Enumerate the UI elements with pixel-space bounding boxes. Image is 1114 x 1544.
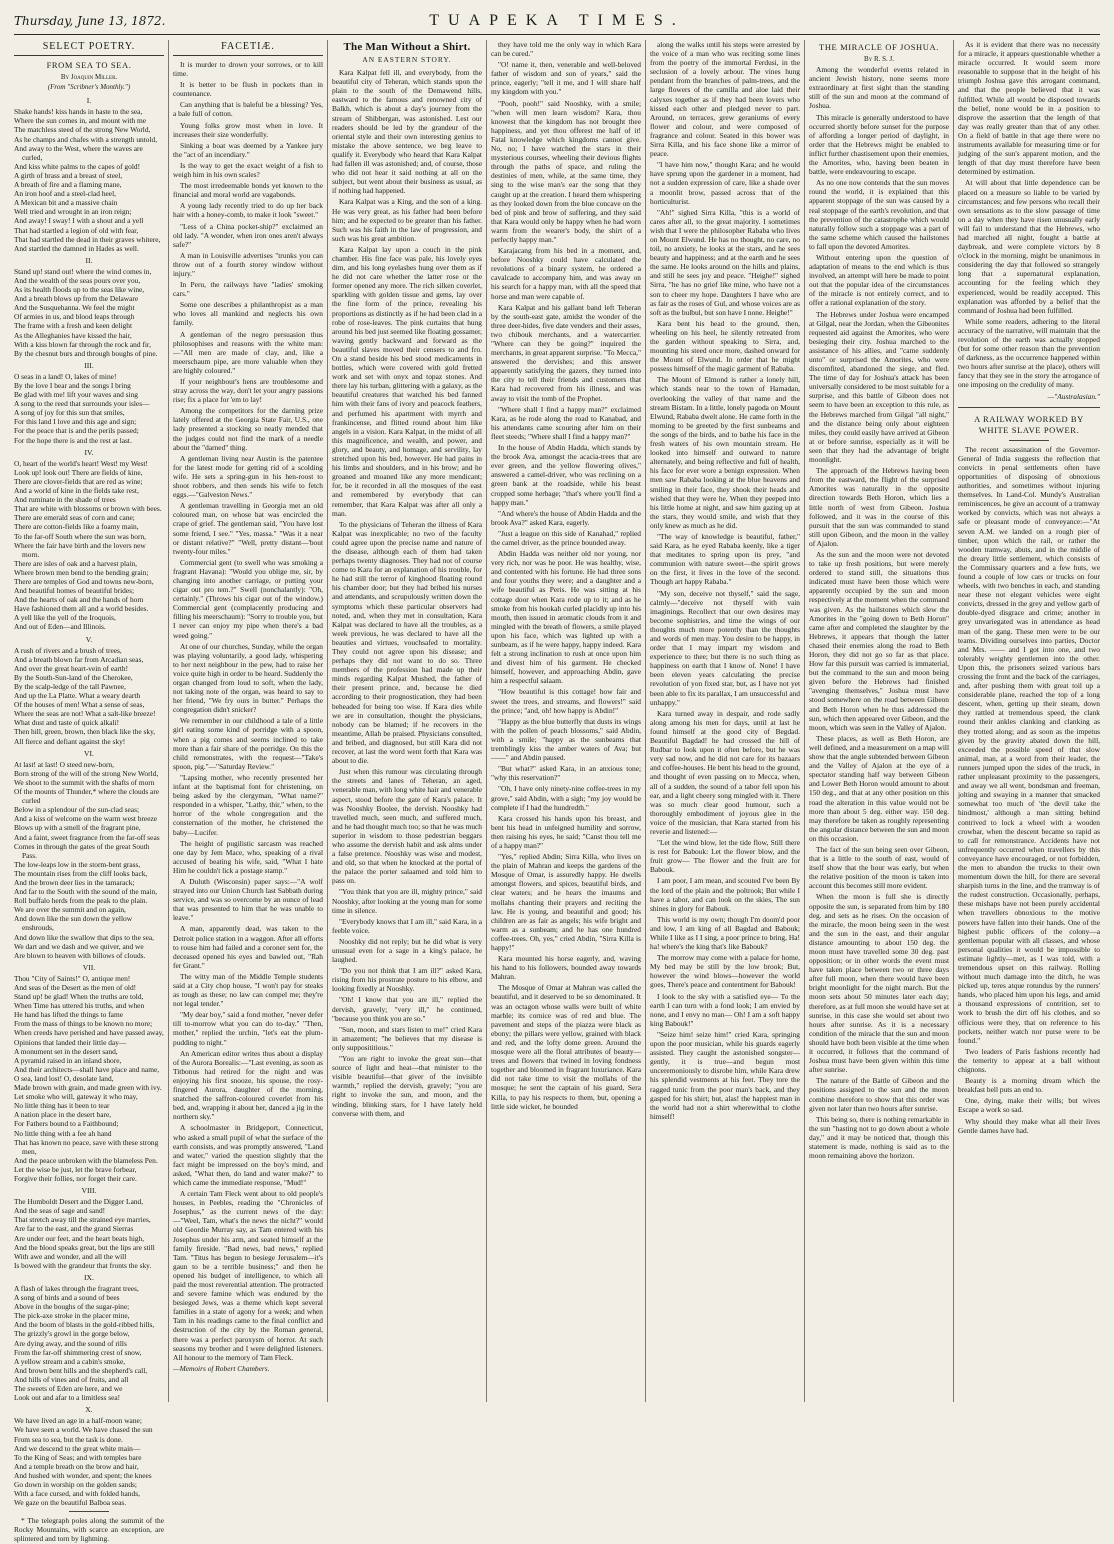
poem-line: Opinions that landed their little day—: [14, 1037, 127, 1047]
poem-line: Where brown men bend to the bending grain;: [14, 567, 149, 577]
facetiae-credit: —Memoirs of Robert Chambers.: [173, 1363, 270, 1373]
poem-line: And ruminate in the shade of trees: [14, 495, 116, 505]
poem-line: The pick-axe stroke in the placer mine,: [14, 1311, 130, 1321]
facetiae-paragraph: We remember in our childhood a tale of a little girl eating some kind of porridge with a spoon, when a pig comes and seems inclined to take more than a fair share of the porridge. On this the child remonstrates, with the request—"Take's spoon, pig."—"Saturday Review.": [173, 716, 323, 771]
poem-line: We shoot to the summit with the shafts of morn: [14, 777, 155, 787]
poem-line: The matchless steed of the strong New World,: [14, 125, 151, 135]
poem-line: At last! at last! O steed new-born,: [14, 759, 114, 769]
facetiae-paragraph: A Duluth (Wisconsin) paper says:—"A wolf strayed into our Union Church last Sabbath during service, and was so overcome by an ounce of lead that was presented to him that he was unable to leave.": [173, 876, 323, 923]
column-railway: [958, 40, 1100, 1402]
poem-line: Blows up with a smell of the fragrant pine,: [14, 823, 141, 833]
story-paragraph: "Yes," replied Abdin; Sirra Killa, who lives on the plain of Mahran and keeps the gardens of the Mosque of Omar, is assuredly happy. He dwells amongst flowers, and spices, beautiful birds, and clear waters; and he hears the imaums and mollahs chanting their prayers and reciting the law. He is young, and beautiful and good; his children are as fair as angels; his wife bright and warm as a sunbeam; and he has one hundred coffee-trees. Oh, yes," cried Abdin, "Sirra Killa is happy!": [491, 852, 641, 952]
story-paragraph: Karajacang from his bed in a moment, and, before Nooshky could have calculated the revolutions of a binary system, he ordered a cavalcade to accompany him, and was away on his search for a happy man, with all the speed that horse and man were capable of.: [491, 246, 641, 301]
article-paragraph: As the sun and the moon were not devoted to take up fresh positions, but were merely ordered to stand still, the situations thus indicated must have been those which were apparently occupied by the sun and moon respectively at the moment when the command was given. As the hailstones which slew the Amorites in the "going down to Beth Horon" came after and completed the slaughter by the Hebrews, it appears that though the latter chased their enemies along the road to Beth Horon, they did not go so far as that place. How far this pursuit was carried is immaterial, but the command to the sun and moon being given before the Hebrews had finished "avenging themselves," Joshua must have stood somewhere on the road between Gibeon and Beth Horon when he thus addressed the sun, which then appeared over Gibeon, and the moon, which was seen in the Valley of Ajalon.: [809, 549, 949, 732]
story-paragraph: "Just a league on this side of Kanahad," replied the camel driver, as the prince bounded away.: [491, 528, 641, 547]
poem-line: An iron hoof and a steel-clad heel,: [14, 189, 116, 199]
poem-line: Of armies in us, and blood leaps through: [14, 312, 135, 322]
poem-line: By the love I bear and the songs I bring: [14, 381, 131, 390]
poem-line: Are under our feet, and the heart beats high,: [14, 1233, 145, 1243]
story-paragraph: Kara crossed his hands upon his breast, and bent his head in unfeigned humility and sorrow, then raising his eyes, he said; "Canst thou tell me of a happy man?": [491, 813, 641, 850]
story-paragraph: they have told me the only way in which Kara can be cured.": [491, 40, 641, 59]
column-rule: [168, 40, 169, 1402]
poem-title: FROM SEA TO SEA.: [46, 60, 132, 70]
stanza: [14, 372, 164, 445]
poem-line: Thou "City of Saints!" O, antique men!: [14, 973, 131, 983]
facetiae-paragraph: Some one describes a philanthropist as a man who loves all mankind and neglects his own family.: [173, 300, 323, 328]
column-story-end: [650, 40, 800, 1402]
article-paragraphs: [958, 445, 1100, 1135]
poem-line: From the far-off shimmering crest of snow,: [14, 1347, 142, 1357]
poem-stanzas: [14, 96, 164, 1507]
poem-line: A flash of lakes through the fragrant trees,: [14, 1284, 139, 1293]
facetiae-paragraph: If your neighbour's hens are troublesome and stray across the way, don't let your angry passions rise; fix a place for 'em to lay!: [173, 377, 323, 405]
poem-line: And we descend to the great white main—: [14, 1443, 141, 1453]
column-rule: [327, 40, 328, 1402]
story-paragraph: Kara Kalpat was a King, and the son of a king. He was very great, as his father had been before him; and he expected to be greater than his father. Such was his faith in the law of progression, and such was his great ambition.: [332, 197, 482, 243]
section-heading-poetry: SELECT POETRY.: [14, 40, 164, 56]
article-paragraph: The approach of the Hebrews having been from the eastward, the flight of the surprised Amorites was naturally in the opposite direction towards Beth Horon, which lies a little north of west from Gibeon. Joshua followed, and it was in the course of this pursuit that the sun was commanded to stand still upon Gibeon, and the moon in the valley of Ajalon.: [809, 466, 949, 548]
poem-line: Look up! look out! There are fields of kine,: [14, 467, 143, 477]
poem-line: A song to the reed that surrounds your isles—: [14, 399, 150, 409]
newspaper-title: TUAPEKA TIMES.: [429, 12, 685, 29]
poem-line: And the peace unbroken with the blameless Pen.: [14, 1155, 158, 1165]
story-paragraph: The Mount of Elmond is rather a lonely hill, which stands near to the town of Hamadan, overlooking the valley of that name and the stream Bistam. In a little, lonely pagoda on Mount Elwund, Rababa dwelt alone. He came forth in the morning to be greeted by the first sunbeams and the songs of the birds, and to bathe his face in the fresh waters of his own mountain stream. He looked into himself and outward to nature alternately, and being reflective and full of health, his face for ever wore a benign expression. When men saw Rababa looking at the blue heavens and smiling in their face, they shook their heads and wished that they were he. When they peeped into his little home at night, and saw him gazing up at the stars, they would smile, and wish that they only knew as much as he did.: [650, 375, 800, 530]
story-paragraph: Just when this rumour was circulating through the streets and lanes of Teheran, an aged, venerable man, with long white hair and venerable aspect, stood before the gate of Kara's palace. It was Nooshky Boolee, the dervish. Nooshky had travelled much, seen much, and suffered much, and he had thought much too; so that he was much superior in wisdom to those pedestrian beggars who assume the dervish habit and ask alms under a false pretence. Nooshky was wise and modest, and old, so that when he knocked at the portal of the palace the porter salaamed and told him to pass on.: [332, 767, 482, 886]
issue-date: Thursday, June 13, 1872.: [14, 14, 166, 28]
story-paragraph: "And where's the house of Abdin Hadda and the brook Ava?" asked Kara, eagerly.: [491, 508, 641, 527]
stanza-number: VIII.: [81, 1186, 97, 1196]
story-paragraph: "How beautiful is this cottage! how fair and sweet the trees, and streams, and flowers!" said the prince; "and, oh! how happy is Abdin!": [491, 687, 641, 715]
poem-line: For this land I love and this age and sign;: [14, 417, 137, 427]
stanza-number: IV.: [84, 447, 94, 457]
article-paragraph: Two leaders of Paris fashions recently had the temerity to appear at a ball without chignons.: [958, 1046, 1100, 1075]
poem-line: That had startled a legion of old with fear,: [14, 225, 139, 235]
column-facetiae: [173, 40, 323, 1402]
facetiae-paragraph: An American editor writes thus about a display of the Aurora Borealis:—"Last evening, as soon as Titbonus had retired for the night and was enjoying his first snooze, his spouse, the rosy-fingered Aurora, daughter of the morning, snatched the saffron-coloured coverlet from his bed, and, wrapping it about her, danced a jig in the northern sky.": [173, 1048, 323, 1122]
story-paragraph: Abdin Hadda was neither old nor young, nor very rich, nor was he poor. He was healthy, wise, and contented with his fortune. He had three sons and four youths they were; and a daughter and a wife beautiful as Peris. He was sitting at his cottage door when Kara rode up to it; and as he smoke from his hookah curled placidly up into his mouth, then issued in aromatic clouds from it and mingled with the breath of flowers, a smile played upon his face, which was lighted up with a sunbeam, as if he were happy, happy indeed. Kara felt a strong inclination to rush at once upon him and divest him of his garment. He checked himself, however, and approaching Abdin, gave him a respectful salaam.: [491, 549, 641, 686]
article-paragraphs: [809, 65, 949, 1160]
poem-line: We dart and we dash and we quiver, and we: [14, 941, 144, 951]
poem-line: With a kiss blown far through the rock and fir,: [14, 339, 151, 349]
poem-line: And down like the sun down the yellow enshrouds,: [14, 914, 133, 933]
facetiae-paragraph: At one of our churches, Sunday, while the organ was playing voluntarily, a good lady, whispering to her next neighbour in the pew, had to raise her voice quite high in order to be heard. Suddenly the organ changed from loud to soft, when the lady, not taking note of the organ, was heard to say to her friend, "We fry ours in butter." Perhaps the congregation didn't snicker?: [173, 641, 323, 715]
poem-line: We have seen a world. We have chased the sun: [14, 1425, 153, 1435]
facetiae-paragraph: "Less of a China pocket-ship?" exclaimed an old lady. "A wonder, when iron ones aren't always safe?": [173, 221, 323, 249]
stanza-number: II.: [85, 255, 93, 265]
poem-line: As the Alleghanies have kissed the hair,: [14, 330, 132, 340]
poem-line: The Humboldt Desert and the Digger Land,: [14, 1197, 144, 1207]
article-paragraph: The fact of the sun being seen over Gibeon, that is a little to the south of east, would of itself show that the hour was early, but when the relative position of the moon is taken into account this becomes still more evident.: [809, 844, 949, 891]
story-paragraph: "I have him now," thought Kara; and he would have sprung upon the gardener in a moment, had not a sudden expression of care, like a shade over a moonlit brow, passed across that of the horticulturist.: [650, 160, 800, 206]
story-paragraph: "Seize him! seize him!" cried Kara, springing upon the poor musician, while his guards eagerly assisted. They caught the astonished songster—gently, it is true—and begun most unceremoniously to disrobe him, while Kara drew his splendid vestments at his feet. They tore the ragged tunic from the poor man's back, and they gasped for his shirt; but, alas! the happiest man in the world had not a shirt wherewithal to clothe himself!: [650, 1029, 800, 1121]
story-paragraph: Kara Kalpat lay upon a couch in the pink chamber. His fine face was pale, his lovely eyes dim, and his long eyelashes hung over them as if he did not care whether the latter rose or the former opened any more. The rich silken coverlet, sparkling with golden tissue and gems, lay over the fine form of the prince, revealing his proportions as distinctly as if he had been clad in a robe of rose-leaves. The pink curtains that hung around his bed just seemed like floating gossamer, waving gently backward and forward as the beautiful slaves moved their censers to and fro. On a stand beside his bed stood medicaments in bottles, which were covered with gold fretted work and set with onyx and topaz stones. And there lay his turban, glittering with a galaxy, as the beautiful creatures that watched his bed fanned him with their fans of ivory and peacock feathers, and perfumed his apartment with myrrh and frankincense, and flitted round about him like angels in a vision. Kara Kalpat, in the midst of all this magnificence, and wealth, and power, and glory, and beauty, and homage, and servility, lay stretched upon his bed, however. He had pains in his limbs and shoulders, and in his brow; and he groaned and moaned like any more mendicant; for, be it recorded in all the mosques of the east and remembered by everybody that can remember, that Kara Kalpat was after all only a man.: [332, 244, 482, 518]
poem-line: And a temple breath on the brow and hair,: [14, 1461, 139, 1471]
article-paragraph: This being so, there is nothing remarkable in the sun "hasting not to go down about a whole day," and it may be noticed that, though this statement is made, nothing is said as to the moon remaining above the horizon.: [809, 1114, 949, 1161]
story-paragraph: "Pooh, pooh!" said Nooshky, with a smile; "when will men learn wisdom? Kara, thou knowest that the kingdom has not brought thee happiness, and yet thou offerest me half of it! Fatal knowledge which kingdoms cannot give. No, no; I have watched the stars in their mysterious courses, wheeling their devious flights through the paths of space, and ruling the destinies of men, while, at the same time, they sing to the wise man's ear the song that they caught up at the creation. I heard them whispering as they looked down from the blue concave on the bed of pink and brow of suffering, and they said that Kara would only be happy when he had worn warm from the wearer's body, the shirt of a perfectly happy man.": [491, 98, 641, 244]
article-paragraph: This miracle is generally understood to have occurred shortly before sunset for the purpose of affording a longer period of daylight, in order that the Hebrews might be enabled to inflict further chastisement upon their enemies, the Amorites, who, having been beaten in battle, were endeavouring to escape.: [809, 112, 949, 177]
poem-line: From sea to sea, but the task is done.: [14, 1434, 123, 1444]
article-paragraph: At will about that little dependence can be placed on a measure so liable to be varied by circumstances; and few persons who recall their own sensations as to the slow passage of time on a day when they have risen unusually early will fail to understand that the Hebrews, who had marched all night, fought a battle at daybreak, and were complete victors by 8 o'clock in the morning, might be unanimous in considering the day that followed so strangely long that a supernatural explanation, accounting for the feeling which they experienced, would be readily accepted. This explanation was afforded by a belief that the command of Joshua had been fulfilled.: [958, 178, 1101, 315]
poem-line: And up the La Platte. What a weary dearth: [14, 691, 141, 701]
article-paragraph: As no one now contends that the sun moves round the world, it is explained that this apparent stoppage of the sun was caused by a real stoppage of the earth's revolution, and that the prevention of the catastrophe which would naturally follow such a stoppage was a part of the same scheme which caused the hailstones to fall upon the devoted Amorites.: [809, 178, 949, 251]
column-rule: [804, 40, 805, 1402]
story-paragraph: In the house of Abdin Hadda, which stands by the brook Ava, amongst the acacia-trees that are ever green, and the yellow flowering olives," answered a camel-driver, who was reclining on a green bank at the roadside, while his beast cropped some herbage; "that's where you'll find a happy man.": [491, 443, 641, 507]
poem-line: That stretch away till the strained eye marries,: [14, 1215, 151, 1225]
poem-line: And away! I sway! I with a shout and a yell: [14, 216, 144, 226]
poem-line: Are dying away, and the sound of rills: [14, 1338, 127, 1348]
article-title: A RAILWAY WORKED BY WHITE SLAVE POWER.: [974, 413, 1084, 435]
article-paragraph: Among the wonderful events related in ancient Jewish history, none seems more extraordinary at first sight than the standing still of the sun and moon at the command of Joshua.: [809, 65, 949, 111]
poem-line: There are temples of God and towns new-born,: [14, 576, 154, 586]
story-paragraph: "Where shall I find a happy man?" exclaimed Kara, as he rode along the road to Kanabad, and his attendants came scouring after him on their fleet steeds; "Where shall I find a happy man?": [491, 404, 641, 441]
poem-line: As its health floods up to the seas like wine,: [14, 285, 145, 295]
story-title: The Man Without a Shirt.: [343, 41, 471, 53]
article-credit: —"Australasian.": [1047, 391, 1100, 401]
poem-line: That had startled the dead in their graves whitere,: [14, 234, 161, 244]
poem-line: And the wealth of the seas pours over you,: [14, 275, 141, 285]
poem-line: By the chesnut burs and through boughs of pine.: [14, 348, 158, 358]
poem-line: And over the great heart-vein of earth!: [14, 663, 129, 673]
poem-line: As he champs and chafes with a strength untold,: [14, 134, 158, 144]
article-paragraph: Beauty is a morning dream which the breakfast bell puts an end to.: [958, 1076, 1100, 1095]
poem-line: No little thing with a fee ah hand: [14, 1128, 112, 1138]
poem-line: Where the seas are not! What a salt-like breeze!: [14, 709, 156, 719]
poem-line: And the boom of blasts in the gold-ribbed hills,: [14, 1320, 155, 1330]
poem-line: And the seas of sage and sand!: [14, 1206, 106, 1216]
article-paragraph: While some readers, adhering to the literal accuracy of the narrative, will maintain that the revolution of the earth was actually stopped (but for some other reason than the prevention of darkness, as the occurrence happened within two hours after sunrise at the place), others will fancy that they see in the story the arrogance of one imposing on the credulity of many.: [958, 316, 1100, 390]
story-paragraph: "Let the wind blow, let the tide flow, Still there is rest for Babouk: Let the flower blow, and the fruit grow— The flower and the fruit are for Babouk.: [650, 838, 800, 875]
facetiae-paragraph: Is the way to get the exact weight of a fish to weigh him in his own scales?: [173, 160, 323, 180]
facetiae-paragraph: Among the competitors for the darning prize lately offered at the Georgia State Fair, U.S., one lady presented a stocking so neatly mended that the judges could not find the mark of a needle about the "darned" thing.: [173, 406, 323, 452]
poem-line: And the blood speaks great, but the lips are still: [14, 1242, 155, 1252]
column-poetry: [14, 40, 164, 1544]
stanza-number: VII.: [82, 962, 96, 972]
poem-line: O, heart of the world's heart! West! my West!: [14, 458, 148, 468]
facetiae-paragraph: The height of pugilistic sarcasm was reached one day by Jem Mace, who, speaking of a rival accused of beating his wife, said, "What I hate Him he couldn't lick a postage stamp.": [173, 838, 323, 875]
stanza: [14, 974, 164, 1183]
poem-line: Made brown with grain, and made green with ivy.: [14, 1083, 162, 1093]
facetiae-paragraph: A schoolmaster in Bridgeport, Connecticut, who asked a small pupil of what the surface of the earth consists, and was promptly answered, "Land and water," varied the question slightly that the fact might be impressed on the boy's mind, and asked, "What then, do land and water make?" to which came the immediate response, "Mud!": [173, 1123, 323, 1187]
poem-line: And far to the South with the sound of the main,: [14, 887, 158, 897]
poem-line: Go down in worship on the golden sands;: [14, 1479, 137, 1489]
story-paragraph: Kara turned away in despair, and rode sadly along among his men for days, until at last he found himself at the good city of Begdad. Beautiful Bagdad! he had crossed the hill of Rudbar to look upon it often before, but he was very sad now, and he did not care for its bazaars and coffee-houses. He bent his head to the ground, and thought of even passing on to Mecca, when, all of a sudden, the sound of a tabor fell upon his ear, and a light cheery song mingled with it. There was so much clear good humour, such a thoroughly embodiment of joyous glee in the voice of the musician, that Kara started from his reverie and listened:—: [650, 708, 800, 836]
poem-line: Is bowed with the grandeur that fronts the sky.: [14, 1260, 152, 1270]
story-paragraph: Kara mounted his horse eagerly, and, waving his hand to his followers, bounded away towards Mahran.: [491, 954, 641, 982]
poem-line: Of the houses of men! What a sense of seas,: [14, 700, 145, 710]
page-columns: [14, 40, 1101, 1544]
poem-line: By the scalp-ledge of the tall Pawnee,: [14, 682, 126, 691]
facetiae-paragraph: The witty man of the Middle Temple students said at a City chop house, "I won't pay for steaks as tough as these; no law can compel me; they're not legal tender.": [173, 971, 323, 1009]
story-paragraph: "Everybody knows that I am ill," said Kara, in a feeble voice.: [332, 916, 482, 935]
facetiae-paragraph: A young lady recently tried to do up her back hair with a honey-comb, to make it look "sweet.": [173, 201, 323, 220]
story-paragraph: along the walks until his steps were arrested by the voice of a man who was reciting some lines from the poetry of the immortal Ferdusi, in the seclusion of a lovely arbour. The vines hung pendant from the branches of palm-trees, and the large flowers of the camilla and aloe laid their calyxes together as if they had been lovers who kissed each other and pledged never to part. Around, on terraces, grew geraniums of every flower and colour, and were composed of fragrance and colour. Seated in this bower was Sirra Killa, and his face shone like a mirror of peace.: [650, 40, 800, 159]
facetiae-paragraph: A gentleman of the negro persuasion thus philosophises and reasons with the white man:—"All men are made of clay, and, like a meerschaum pipe, are more valuable when they are highly coloured.": [173, 329, 323, 375]
facetiae-paragraph: A gentleman living near Austin is the patentee for the latest mode for getting rid of a scolding wife. He sets a spring-gun in his hen-roost to shoot robbers, and then sends his wife to fetch eggs.—"Galveston News.": [173, 453, 323, 500]
poem-line: Be glad with me! lift your waves and sing: [14, 390, 138, 400]
story-paragraph: I am poor, I am mean, and scouted I've been By the lord of the plain and the poltrook; But while I have a tabor, and can look on the skies, The sun shines in glory for Babouk.: [650, 876, 800, 913]
poem-line: And brown bent hills and the shepherd's call,: [14, 1365, 148, 1375]
column-story-continued: [491, 40, 641, 1402]
stanza-number: VI.: [84, 748, 94, 758]
stanza: [14, 459, 164, 632]
poem-line: For the peace that is and the perils passed;: [14, 426, 139, 436]
divider: [69, 1511, 109, 1512]
poem-line: Stand up! be glad! When the truths are told,: [14, 992, 144, 1002]
story-paragraph: This world is my own; though I'm doom'd poor and low, I am king of all Bagdad and Babouk; While I like as I I sing, a poor prince to bring, Ha! ha! where's the king that's like Babouk?: [650, 914, 800, 952]
poem-footnote: * The telegraph poles along the summit of the Rocky Mountains, with scarce an exception, are splintered and torn by lightning.: [14, 1516, 164, 1544]
poem-line: And hushed with wonder, and spent; the knees: [14, 1470, 152, 1480]
poem-line: And seas of the Desert as the men of old!: [14, 983, 137, 992]
poem-line: We are over the summit and on again,: [14, 905, 126, 915]
poem-line: For the hope there is and the rest at last.: [14, 435, 132, 445]
story-paragraphs: [491, 40, 641, 1111]
poem-line: And away to the West, where the waves are curled,: [14, 143, 143, 162]
poem-line: And kiss white palms to the capes of gold!: [14, 161, 141, 171]
poem-line: All fierce and defiant against the sky!: [14, 736, 126, 746]
column-rule: [645, 40, 646, 1402]
story-subtitle: AN EASTERN STORY.: [362, 55, 452, 64]
story-paragraph: Kara Kalpat and his gallant band left Teheran by the south-east gate, amidst the wonder of the three deer-hides, five date venders and their asses, two chibouk merchants, and a watercarrier. "Where can they be going?" inquired the merchants, in great apparent surprise. "To Mecca," answered the dervishes; and this answer apparently satisfying the gazers, they turned into the city to tell their friends and customers that Kara had recovered from his illness, and was away to visit the tomb of the Prophet.: [491, 302, 641, 403]
story-paragraph: "But what?" asked Kara, in an anxious tone; "why this reservation?": [491, 764, 641, 783]
poem-line: And a breath blows up from the Delaware: [14, 294, 139, 304]
poem-line: He hand has lifted the things to fame: [14, 1010, 123, 1020]
poem-line: Of the mounts of Thunder,* where the clouds are curled: [14, 787, 160, 806]
stanza: [14, 1416, 164, 1507]
stanza: [14, 1197, 164, 1270]
facetiae-paragraph: In Peru, the railways have "ladies' smoking cars.": [173, 280, 323, 299]
article-paragraph: One, dying, make their wills; but wives Escape a work so sad.: [958, 1096, 1100, 1115]
article-paragraph: Why should they make what all their lives Gentle dames have had.: [958, 1116, 1100, 1135]
poem-line: A nation place in the desert bare,: [14, 1110, 112, 1120]
poem-line: A pyramid raised in an inland shore,: [14, 1055, 122, 1065]
stanza-number: III.: [84, 360, 94, 370]
poem-line: And the Susquehanna. We feel the might: [14, 303, 135, 313]
poem-line: O seas in a land! O, lakes of mine!: [14, 371, 117, 381]
poem-line: And beautiful homes of beautiful brides;: [14, 586, 135, 596]
poem-line: A Mexican bit and a massive chain: [14, 198, 118, 208]
poem-line: And startled the damned in Hades as well.: [14, 243, 139, 253]
poem-byline: By Joaquin Miller.: [60, 73, 118, 81]
article-byline: By R. S. J.: [863, 55, 895, 63]
story-paragraph: "Ah!" sighed Sirra Killa, "this is a world of cares after all, to the great majority. I sometimes wish that I were the philosopher Rababa who lives on Mount Elwund. He has no thought, no care, no toil, no anxiety, he looks at the stars, and he sees beauty and happiness; and at the earth and he sees the same. He looks around on the hills and plains, and still he sees joy and peace. "Heighe!" sighed Sirra, "he has no grief like mine, who have not a son to cheer my hope. Daughters I have who are as fair as the roses of Gul, and whose voices are as soft as the bulbul, but son have I none. Heighe!": [650, 207, 800, 317]
divider: [1009, 440, 1049, 441]
stanza-number: I.: [86, 96, 92, 106]
poem-line: Let smoke who will, gateway it who may,: [14, 1092, 138, 1102]
poem-line: That has known no peace, save with these strong men,: [14, 1137, 159, 1156]
poem-line: A song of birds and a sound of bees: [14, 1293, 120, 1303]
poem-line: There are clover-fields that are red as wine;: [14, 476, 143, 486]
story-paragraph: Kara Kalpat fell ill, and everybody, from the beautiful city of Teheran, which stands upon the plain to the south of the Demawend hills, eastward to the famous and renowned city of Balkh, which is about a day's journey from the stream of Shibbergan, was astonished. Lest our readers should be led by the grandeur of the oriental style and their own interesting genius to mistake the above sentence, we beg leave to qualify it. Everybody who heard that Kara Kalpat had fallen ill was astonished; and, of course, those who did not hear it said nothing at all on the subject, but went about their business as usual, as if nothing had happened.: [332, 68, 482, 196]
facetiae-paragraph: The most irredeemable bonds yet known to the financial and moral world are vagabonds.: [173, 181, 323, 200]
stanza: [14, 267, 164, 358]
facetiae-paragraph: Commercial gent (to swell who was smoking a fragrant Havana): "Would you oblige me, sir, by changing into another carriage, or putting your cigar out pro tem.?" Swell (nonchalantly): "Oh, certainly." (Throws his cigar out of the window.) Commercial gent (complacently producing and filling his meerschaum): "Sorry to trouble you, but I never can enjoy my pipe when there's a bad weed going.": [173, 557, 323, 640]
poem-line: There are isles of oak and a harvest plain,: [14, 558, 137, 568]
poem-line: And the hearts of oak and the hands of horn: [14, 595, 144, 605]
story-paragraph: "You think that you are ill, mighty prince," said Nooshky, after looking at the young man for some time in silence.: [332, 887, 482, 915]
poem-line: When creeds have perished and have passed away,: [14, 1028, 164, 1038]
poem-line: No little thing has it been to tear: [14, 1101, 110, 1111]
article-paragraph: The nature of the Battle of Gibeon and the positions assigned to the sun and the moon combine therefore to show that this order was given not later than two hours after sunrise.: [809, 1076, 949, 1113]
poem-line: What dust and taste of quick alkali!: [14, 718, 120, 728]
poem-line: And hills of vines and of fruits, and all: [14, 1374, 129, 1384]
poem-line: Roll buffalo herds from the peak to the plain.: [14, 896, 148, 906]
poem-line: A rush of rivers and a brush of trees,: [14, 645, 122, 655]
article-paragraph: As it is evident that there was no necessity for a miracle, it appears questionable whether a miracle occurred. It would seem more reasonable to suppose that in the height of his triumph Joshua gave this arrogant command, and that the people believed that it was fulfilled. While all would be disposed towards the belief, none would be in a position to disprove the assertion that the length of that day was really greater than that of any other. On a field of battle in that age there were no instruments available for measuring time or for judging of the sun's apparent motion, and the length of that day must therefore have been determined by estimation.: [958, 40, 1100, 177]
story-paragraph: The morrow may come with a palace for home, My bed may be still by the low brook; But, however the wind blows—however the world goes, There's peace and contentment for Babouk!: [650, 953, 800, 990]
facetiae-items: [173, 60, 323, 1362]
facetiae-paragraph: Young folks grow most when in love. It increases their size wonderfully.: [173, 120, 323, 139]
poem-line: And a kiss of welcome on the warm west breeze: [14, 814, 158, 824]
poem-line: Above in the boughs of the sugar-pine;: [14, 1302, 130, 1312]
poem-line: With a face cursed, and with folded hands,: [14, 1489, 140, 1499]
poem-line: Below in a splendour of the sun-clad seas;: [14, 805, 139, 815]
poem-line: O sea, land lost! O, desolate land,: [14, 1073, 114, 1083]
poem-line: Have fashioned them all and a world besides.: [14, 604, 149, 614]
article-paragraphs: [958, 40, 1100, 390]
column-rule: [953, 40, 954, 1402]
story-paragraph: Nooshky did not reply; but he did what is very unusual even for a sage in a king's palace, he laughed.: [332, 936, 482, 965]
article-paragraph: Without entering upon the question of adaptation of means to the end which is thus involved, an attempt will here be made to point out that the popular idea of the circumstances of the miracle is not entirely correct, and to offer a rational explanation of the story.: [809, 252, 949, 308]
section-heading-facetiae: FACETIÆ.: [173, 40, 323, 56]
poem-line: Forgive their follies, nor forget their care.: [14, 1173, 137, 1183]
poem-line: The grizzly's growl in the gorge below,: [14, 1329, 130, 1339]
poem-line: A yell like the yell of the Iroquois,: [14, 613, 116, 623]
poem-line: We have lived an age in a half-moon wane;: [14, 1416, 142, 1426]
poem-line: Stand up! stand out! where the wind comes in,: [14, 266, 152, 276]
poem-line: That are white with blossoms or brown with bees.: [14, 504, 162, 514]
article-paragraph: The recent assassination of the Governor-General of India suggests the reflection that convicts in penal settlements often have opportunities of disposing of obnoxious authorities, and sometimes without injuring themselves. In Land-Col. Mundy's Australian reminiscences, he give an account of a tramway worked by convicts, which was not always a safe or pleasant mode of conveyance:—"At seven A.M. we landed on a rough pier of timber, upon which the rail, or rather the wooden tramway, abuts, and in the middle of the dreary little settlement, which consists of the Commissary quarters and a few huts, we found a couple of low cars or trucks on four wheels, with two benches in each, and standing near these not elegant vehicles were eight convicts, dressed in the grey and yellow garb of double-dyed disgrace and crime; another in grey unvariegated was in attendance as head man of the gang. These men were to be our teams. Dividing ourselves into parties, Doctor and Mrs. —— and I got into one, and two tolerably weighty gentlemen into the other. Upon this, the prisoners seized various bars crossing the front and the back of the carriages, and, after pushing them with great toil up a considerable plane, reached the top of a long descent, when, getting up their steam, down they rattled at tremendous speed, the clank round their ankles clanking and clanking as they trotted along; and as soon as the impetus given by the gravity abated down the hill, exceeded the possible speed of that slow animal, man, at a word from their leader, the runners jumped upon the sides of the truck, in rather unpleasant proximity to the passengers, and away we all went, bondsman and freeman, jolting and swaying in a manner that smacked somewhat too much of 'the devil take the hindmost,' although a man sitting behind contrived to lock a wheel with a wooden crowbar, when the descent became so rapid as to call for remonstrance. Accidents have not unfrequently occurred when travellers by this conveyance have encouraged, or not forbidden, the men to abandon the trucks to their own momentum down the hill, for there are several sharpish turns in the line, and the tramway is of the rudest construction. Occasionally, perhaps, these mishaps have not been purely accidental when travellers obnoxious to the motive powers have fallen into their hands. One of the highest public officers of the colony—a gentleman popular with all classes, and whose personal qualities it would be impossible to estimate lightly—met, as I was told, with a tremendous upset on this railway. Rolling without much damage into the ditch, he was picked up, teres atque rotundus by the runners' hands, who placed him upon his legs, and amid a thousand expressions of contrition, set to work to brush the dirt off his clothes, and so officious were they, that on reference to his pockets, neither watch nor purse were to be found.": [958, 444, 1100, 1045]
poem-line: And their architects—shall have place and name,: [14, 1064, 160, 1074]
article-paragraph: The Hebrews under Joshua were encamped at Gilgal, near the Jordan, when the Gibeonites requested aid against the Amorites, who were besieging their city. Joshua marched to the assistance of his allies, and "came suddenly unto" or surprised the Amorites, who were discomfited, abandoned the siege, and fled. The time of day for Joshua's attack has been universally considered to be most suitable for a surprise, and this battle of Gibeon does not seem to have been an exception to this rule, as the Hebrews marched from Gilgal "all night," and the distance being only about eighteen miles, they could easily have arrived at Gibeon at or before sunrise, especially as it will be seen that they had the advantage of bright moonlight.: [809, 309, 949, 465]
poem-line: For Fathers bound to a Faithbound;: [14, 1119, 119, 1129]
poem-line: And a breath blown far from Arcadian seas,: [14, 654, 144, 664]
poem-line: And a world of kine in the fields take rest,: [14, 486, 139, 496]
stanza: [14, 760, 164, 960]
facetiae-paragraph: A certain Tam Fleck went about to old people's houses, in Peebles, reading the "Chronicles of Josephus," as the current news of the day:—"Weel, Tam, what's the news the nicht?" would old Geordie Murray say, as Tam entered with his Josephus under his arm, and seated himself at the family fireside. "Bad news, bad news," replied Tam. "Titus has begun to besiege Jerusalem—it's gaun to be a terrible business;" and then he opened his budget of intelligence, to which all paid the most reverential attention. The protracted and severe famine which was endured by the besieged Jews, was a theme which kept several families in a state of agony for a week; and when Tam in his readings came to the final conflict and destruction of the city by the Roman general, there was a perfect paroxysm of horror. At such seasons my brother and I were delighted listeners. All honour to the memory of Tam Fleck.: [173, 1189, 323, 1362]
poem-line: The mountain rises from the cliff looks back,: [14, 868, 148, 878]
story-paragraph: "Sun, moon, and stars listen to me!" cried Kara in amazement; "he believes that my disease is only supposititious.": [332, 1024, 482, 1052]
column-story-start: [332, 40, 482, 1402]
facetiae-paragraph: Can anything that is baleful be a blessing? Yes, a bale full of cotton.: [173, 100, 323, 119]
poem-line: There are cotton-fields like a foamy main,: [14, 522, 139, 532]
story-paragraph: "The way of knowledge is beautiful, father," said Kara, as he eyed Rababa keenly, like a tiger that meditates to spring upon its prey, "and communion with nature sweet—the spirit grows on the first, it lives in the love of the second. Though art happy Rababa.": [650, 531, 800, 587]
stanza: [14, 646, 164, 746]
facetiae-paragraph: "Lapsing mother, who recently presented her infant at the baptismal font for christening, on being asked by the clergyman, "What name?" responded in a whisper, "Lathy, thir," when, to the horror of the whole congregation and the consternation of the mother, he christened the baby—Lucifer.: [173, 772, 323, 837]
poem-line: Shake hands! kiss hands in haste to the sea,: [14, 107, 143, 117]
poem-line: By the South-Sun-land of the Cherokee,: [14, 672, 133, 682]
facetiae-paragraph: A man, apparently dead, was taken to the Detroit police station in a waggon. After all efforts to rouse him had failed and a coroner sent for, the deceased opened his eyes and bawled out, "Rah fer Grant.": [173, 924, 323, 970]
facetiae-paragraph: "My dear boy," said a fond mother, "never defer till to-morrow what you can do to-day." "Then, mother," replied the urchin, "let's eat the plum-pudding to night.": [173, 1010, 323, 1047]
poem-line: A yellow stream and a cabin's smoke,: [14, 1356, 126, 1366]
poem-line: When Time has uttered his truths, and when: [14, 1001, 145, 1011]
poem-line: There are emerald seas of corn and cane;: [14, 513, 135, 523]
story-paragraph: To the physicians of Teheran the illness of Kara Kalpat was inexplicable; no two of the faculty could agree upon the precise name and nature of the disease, although each of them had taken perhaps twenty diagnoses. They had not of course come to Kara for an explanation of his trouble, for he had still the terror of kinghood floating round his chamber door; but they had bribed his nurses and attendants, and scrupulously written down the symptoms which these particular observers had noted, and, when they met in consultation, Kara Kalpat was declared to have all the troubles, as a week previous, he was declared to have all the beauties and virtues, vouchsafed to mortality. They could not agree upon his disease; and perhaps they did not want to do so. Three members of the profession had made up their minds regarding Kalpat Mushed, the father of their present prince, and, because he died according to their prognostication, they had been beheaded for being too wise. If Kara dies while we are in consultation, thought the physicians, nobody can be blamed; if he recovers in the meantime, Allah be praised. Physicians consulted, and bribed, and diagnosed, but still Kara did not recover, at last the word went forth that Kara was about to die.: [332, 519, 482, 766]
poem-line: And down like the swallow that dips to the sea,: [14, 932, 154, 942]
stanza: [14, 107, 164, 253]
poem-line: Born strong of the will of the strong New World,: [14, 768, 159, 778]
story-paragraph: "My son, deceive not thyself," said the sage, calmly—"deceive not thyself with vain imaginings. Recollect that our own desires may become sophistries, and time the wings of our thoughts much more potently than the thoughts and words of men may. You desire to be happy, in order that I may impart my wisdom and experience to thee; but there is no such thing as happiness on earth that I know of. None! I have been eleven years calculating the precise revolution of yon fixed star, but, as I have not yet been able to fix its parallax, I am unsuccessful and unhappy.": [650, 588, 800, 707]
article-paragraph: These places, as well as Beth Horon, are well defined, and a measurement on a map will show that the angle subtended between Gibeon and the Valley of Ajalon at the eye of a spectator standing half way between Gibeon and Lower Beth Horon would amount to about 150 deg., and that at any other position on this road the alteration in this value would not be more than about 5 deg. either way. 150 deg. may therefore be taken as roughly representing the angular distance between the sun and moon on this occasion.: [809, 733, 949, 843]
stanza-number: V.: [85, 634, 93, 644]
column-joshua: [809, 40, 949, 1402]
poem-line: Then hill, green, brown, then black like the sky,: [14, 727, 156, 737]
stanza: [14, 1284, 164, 1402]
poem-line: Comes in through the gates of the great South Pass.: [14, 841, 150, 860]
divider: [958, 407, 1100, 408]
column-rule: [486, 40, 487, 1402]
poem-line: The frame with a fresh and keen delight: [14, 321, 132, 331]
poem-line: Let the wise be just, let the brave forbear,: [14, 1164, 137, 1174]
poem-line: A breath of fire and a flaming mane,: [14, 180, 122, 190]
article-title: THE MIRACLE OF JOSHUA.: [819, 42, 939, 52]
stanza-number: IX.: [84, 1272, 94, 1282]
story-paragraph: The Mosque of Omar at Mahran was called the beautiful, and it deserved to be so denominated. It was an octagon whose walls were built of white marble; its cornice was of red and blue. The pavement and steps of the piazza were black as ebony; the pillars were yellow, grained with black and red, and the lofty dome green. Around the mosque were all the floral attributes of beauty—trees and flowers that twined in loving fondness together and bloomed in fragrant luxuriance. Kara did not take time to visit the mollahs of the mosque; he sent the captain of his guard, Sera Killa, to pay his respects to them, but, opening a little side wicket, he bounded: [491, 983, 641, 1111]
poem-line: To the King of Seas; and with temples bare: [14, 1452, 142, 1462]
poem-line: And a faint, sweet fragrance from the far-off seas: [14, 832, 160, 842]
facetiae-paragraph: It is better to be flush in pockets than in countenance.: [173, 80, 323, 99]
poem-line: Look out and afar to a limitless sea!: [14, 1393, 121, 1403]
poem-line: From the mass of things to be known no more;: [14, 1019, 153, 1029]
facetiae-paragraph: A man in Louisville advertises "trunks you can throw out of a fourth storey window without injury.": [173, 250, 323, 278]
poem-line: A song of joy for this sun that smiles,: [14, 408, 125, 418]
story-paragraph: "Oh, I have only ninety-nine coffee-trees in my grove," said Abdin, with a sigh; "my joy would be complete if I had the hundredth.": [491, 784, 641, 812]
facetiae-paragraph: It is murder to drown your sorrows, or to kill time.: [173, 60, 323, 79]
story-paragraph: "Oh! I know that you are ill," replied the dervish, gravely; "very ill," he continued, "because you think you are so.": [332, 995, 482, 1023]
story-paragraph: "You are right to invoke the great sun—that source of light and heat—that minister to the visible beautiful—that giver of the invisible warmth," replied the dervish, gravely; "you are right to invoke the sun, and moon, and the winding, blinking stars, for I have lately held converse with them, and: [332, 1054, 482, 1118]
poem-line: And out of Eden—and Illinois.: [14, 622, 106, 632]
masthead: [14, 12, 1100, 35]
poem-line: Are blown to heaven with billows of clouds.: [14, 950, 146, 960]
poem-line: The low-leaps low in the storm-bent grass,: [14, 859, 141, 869]
poem-line: Are far to the east, and the grand Sierras: [14, 1224, 134, 1234]
story-paragraph: Kara bent his head to the ground, then, wheeling on his heel, he silently retreated from the garden without speaking to Sirra, and, mounting his steed once more, dashed onward for the Mount of Elwund. In order that he might possess himself of the magic garment of Rababa.: [650, 318, 800, 374]
story-paragraph: "O! name it, then, venerable and well-beloved father of wisdom and son of years," said the prince, eagerly; "tell it me, and I will share half my kingdom with you.": [491, 60, 641, 97]
poem-line: A girth of brass and a breast of steel,: [14, 170, 123, 180]
story-paragraph: I look to the sky with a satisfied eye— To the earth I can turn with a fond look; I am envied by none, and I envy no man— Oh! I am a soft happy king Babouk!": [650, 991, 800, 1028]
article-paragraph: When the moon is full she is directly opposite the sun, is separated from him by 180 deg. and sets as he rises. On the occasion of the miracle, the moon being seen in the west and the sun in the east, and their angular distance amounting to about 150 deg. the moon must have travelled some 30 deg. past opposition; or in other words the event must have taken place between two or three days after full moon, when there would have been bright moonlight for the night march. But the moon sets about 50 minutes later each day; therefore, as at full moon she would have set at sunrise, in this case she would set about two hours after sunrise. As it is a necessary condition of the miracle that the sun and moon should have both been visible at the time when it occurred, it follows that the command of Joshua must have been given within this time after sunrise.: [809, 892, 949, 1075]
story-paragraph: "Do you not think that I am ill?" asked Kara, rising from his prostrate posture to his elbow, and looking fixedly at Nooshky.: [332, 966, 482, 994]
poem-line: To the far-off South where the sun was born,: [14, 531, 146, 541]
story-paragraph: "Happy as the blue butterfly that dusts its wings with the pollen of peach blossoms," said Abdin, with a smile; "happy as the sunbeams that tremblingly kiss the amber waters of Ava; but——" and Abdin paused.: [491, 716, 641, 763]
stanza-number: X.: [85, 1405, 93, 1415]
story-paragraphs: [332, 68, 482, 1118]
poem-line: And the brown deer lies in the tamarack;: [14, 877, 135, 887]
poem-line: Well tried and wrought in an iron reign;: [14, 207, 132, 217]
poem-line: We gaze on the beautiful Balboa seas.: [14, 1498, 127, 1508]
poem-source-note: (From "Scribner's Monthly."): [47, 83, 131, 92]
poem-line: The sweets of Eden are here, and we: [14, 1384, 123, 1394]
facetiae-paragraph: A gentleman travelling in Georgia met an old coloured man, on whose hat was encircled the crape of grief. The gentleman said, "You have lost some friend, I see." "Yes, massa." "Was it a near or distant relative?" "Well, pretty distant—'bout twenty-four miles.": [173, 501, 323, 556]
poem-line: With awe and wonder, and all the will: [14, 1251, 127, 1261]
facetiae-paragraph: Sinking a boat was deemed by a Yankee jury the "act of an incendiary.": [173, 140, 323, 159]
poem-line: Where the sun comes in, and mount with me: [14, 116, 146, 126]
poem-line: Where the fair have birth and the lovers new morn.: [14, 540, 146, 559]
story-paragraphs: [650, 40, 800, 1121]
poem-line: A monument set in the desert sand,: [14, 1046, 118, 1056]
